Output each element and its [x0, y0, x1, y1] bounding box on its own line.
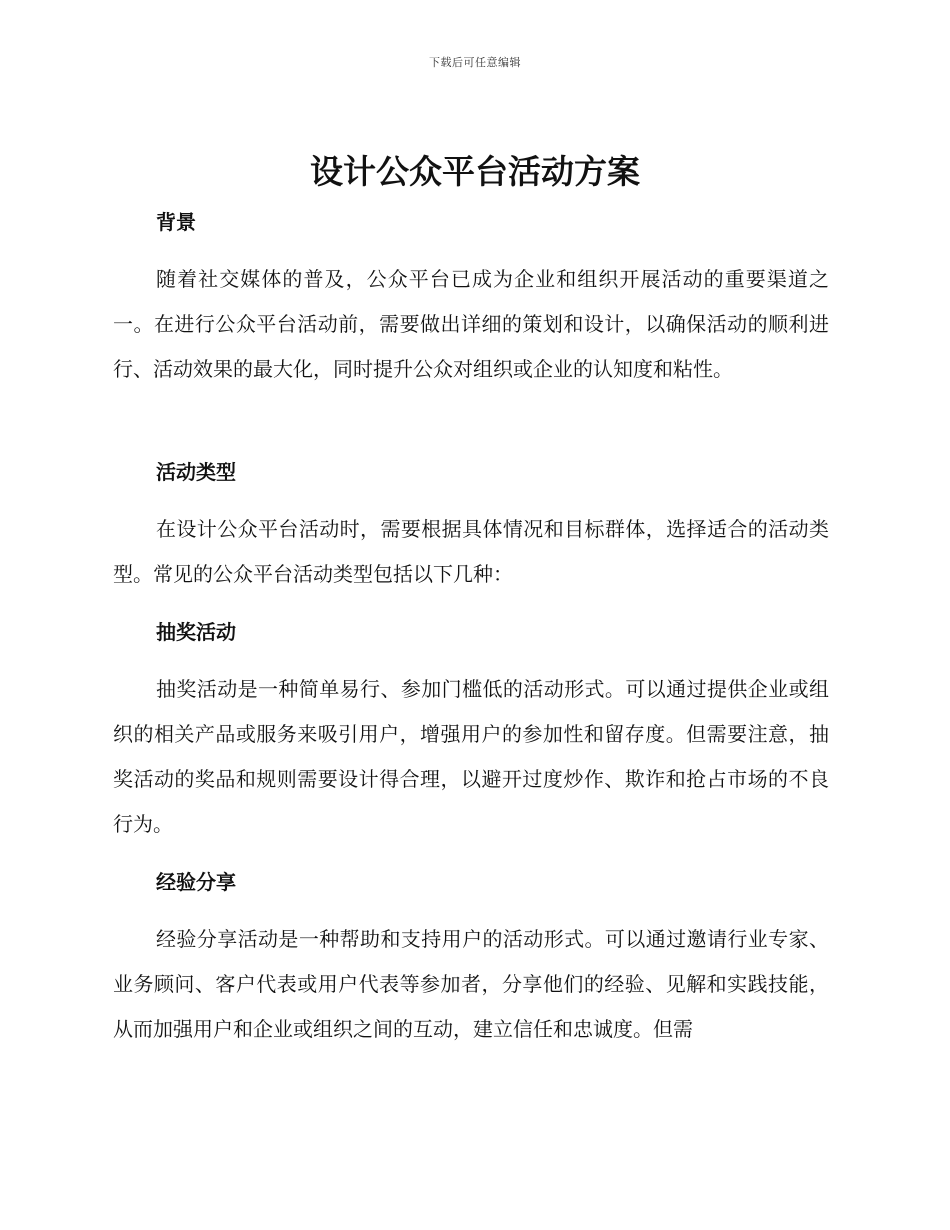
section-heading-background: 背景 [156, 210, 196, 234]
section-paragraph-experience-sharing: 经验分享活动是一种帮助和支持用户的活动形式。可以通过邀请行业专家、业务顾问、客户代表或用户代表等参加者，分享他们的经验、见解和实践技能，从而加强用户和企业或组织之间的互动，建立信任和忠诚度。但需 [113, 927, 829, 1041]
section-heading-lottery: 抽奖活动 [156, 620, 236, 644]
section-heading-experience-sharing: 经验分享 [156, 870, 236, 894]
section-paragraph-background: 随着社交媒体的普及，公众平台已成为企业和组织开展活动的重要渠道之一。在进行公众平台活动前，需要做出详细的策划和设计，以确保活动的顺利进行、活动效果的最大化，同时提升公众对组织或企业的认知度和粘性。 [113, 267, 829, 381]
document-title: 设计公众平台活动方案 [310, 152, 640, 191]
section-heading-activity-types: 活动类型 [156, 460, 236, 484]
section-paragraph-activity-types: 在设计公众平台活动时，需要根据具体情况和目标群体，选择适合的活动类型。常见的公众平台活动类型包括以下几种： [113, 517, 829, 586]
section-paragraph-lottery: 抽奖活动是一种简单易行、参加门槛低的活动形式。可以通过提供企业或组织的相关产品或服务来吸引用户，增强用户的参加性和留存度。但需要注意，抽奖活动的奖品和规则需要设计得合理，以避开过度炒作、欺诈和抢占市场的不良行为。 [113, 677, 829, 836]
page-header-note: 下载后可任意编辑 [429, 56, 521, 69]
